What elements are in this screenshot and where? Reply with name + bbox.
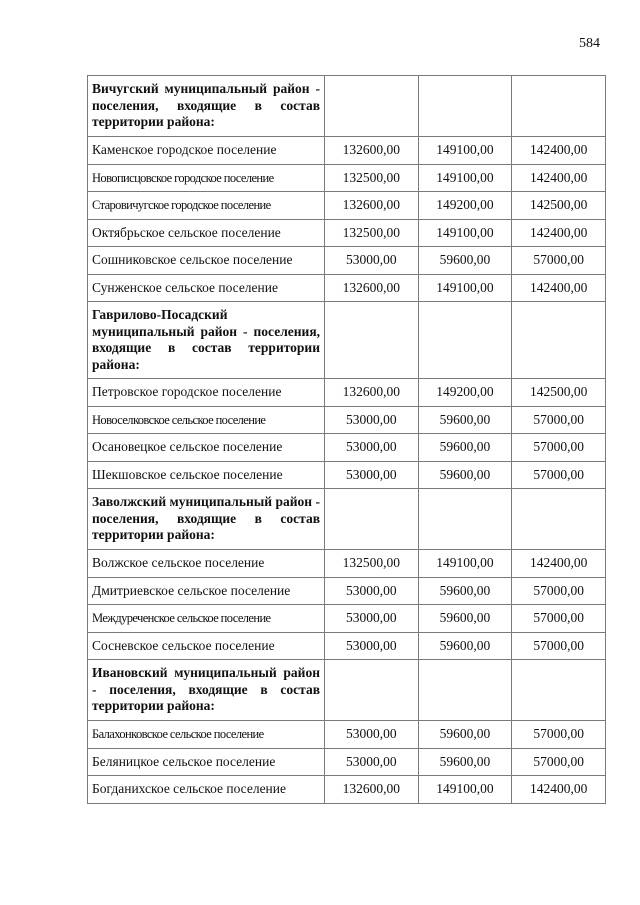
amount-cell-3: 57000,00	[512, 605, 606, 633]
settlement-row	[88, 632, 606, 660]
amount-cell-1: 132500,00	[325, 164, 419, 192]
amount-cell-2	[418, 660, 512, 721]
page-number: 584	[579, 36, 600, 51]
settlement-row	[88, 434, 606, 462]
settlement-row	[88, 192, 606, 220]
district-heading: Гаврилово-Посадский муниципальный район - поселения, входящие в состав территории района:	[88, 302, 325, 379]
district-group-row	[88, 76, 606, 137]
amount-cell-2: 149100,00	[418, 164, 512, 192]
settlement-name: Сошниковское сельское поселение	[88, 247, 325, 275]
amount-cell-2: 149100,00	[418, 219, 512, 247]
amount-cell-2: 59600,00	[418, 721, 512, 749]
amount-cell-1: 132600,00	[325, 776, 419, 804]
amount-cell-2: 149100,00	[418, 550, 512, 578]
amount-cell-2: 149100,00	[418, 137, 512, 165]
settlement-row	[88, 550, 606, 578]
amount-cell-1: 132600,00	[325, 274, 419, 302]
settlement-row	[88, 721, 606, 749]
district-heading: Вичугский муниципальный район - поселения, входящие в состав территории района:	[88, 76, 325, 137]
amount-cell-2: 149100,00	[418, 274, 512, 302]
amount-cell-1: 53000,00	[325, 461, 419, 489]
amount-cell-2	[418, 489, 512, 550]
amount-cell-3: 142400,00	[512, 164, 606, 192]
amount-cell-3: 142400,00	[512, 137, 606, 165]
district-group-row	[88, 302, 606, 379]
settlement-name: Шекшовское сельское поселение	[88, 461, 325, 489]
settlement-name: Беляницкое сельское поселение	[88, 748, 325, 776]
amount-cell-1	[325, 660, 419, 721]
amount-cell-1: 53000,00	[325, 748, 419, 776]
settlement-row	[88, 274, 606, 302]
amount-cell-2: 59600,00	[418, 748, 512, 776]
amount-cell-1	[325, 76, 419, 137]
amount-cell-3: 142400,00	[512, 274, 606, 302]
amount-cell-3: 57000,00	[512, 406, 606, 434]
settlement-name: Дмитриевское сельское поселение	[88, 577, 325, 605]
settlement-name: Богданихское сельское поселение	[88, 776, 325, 804]
settlement-name: Каменское городское поселение	[88, 137, 325, 165]
amount-cell-1: 53000,00	[325, 721, 419, 749]
amount-cell-3: 142400,00	[512, 219, 606, 247]
settlement-row	[88, 406, 606, 434]
amount-cell-3: 57000,00	[512, 247, 606, 275]
amount-cell-2: 59600,00	[418, 434, 512, 462]
amount-cell-1: 132600,00	[325, 379, 419, 407]
amount-cell-1: 53000,00	[325, 632, 419, 660]
amount-cell-2: 149200,00	[418, 379, 512, 407]
settlement-row	[88, 577, 606, 605]
settlement-name: Октябрьское сельское поселение	[88, 219, 325, 247]
settlement-row	[88, 461, 606, 489]
settlement-name: Новописцовское городское поселение	[88, 164, 325, 192]
settlement-row	[88, 164, 606, 192]
settlement-row	[88, 776, 606, 804]
settlement-row	[88, 137, 606, 165]
amount-cell-3	[512, 76, 606, 137]
settlement-row	[88, 247, 606, 275]
amount-cell-2: 59600,00	[418, 247, 512, 275]
amount-cell-1: 53000,00	[325, 434, 419, 462]
settlement-name: Междуреченское сельское поселение	[88, 605, 325, 633]
settlement-name: Петровское городское поселение	[88, 379, 325, 407]
amount-cell-3: 57000,00	[512, 434, 606, 462]
amount-cell-1: 53000,00	[325, 247, 419, 275]
amount-cell-3: 57000,00	[512, 632, 606, 660]
amount-cell-2	[418, 302, 512, 379]
amount-cell-2: 149200,00	[418, 192, 512, 220]
amount-cell-1: 53000,00	[325, 406, 419, 434]
amount-cell-2: 59600,00	[418, 577, 512, 605]
settlement-name: Осановецкое сельское поселение	[88, 434, 325, 462]
amount-cell-3: 142500,00	[512, 192, 606, 220]
district-group-row	[88, 489, 606, 550]
settlements-table	[87, 75, 606, 804]
settlement-name: Старовичугское городское поселение	[88, 192, 325, 220]
amount-cell-2: 59600,00	[418, 605, 512, 633]
amount-cell-3: 142400,00	[512, 550, 606, 578]
district-heading: Заволжский муниципальный район - поселения, входящие в состав территории района:	[88, 489, 325, 550]
amount-cell-3: 142400,00	[512, 776, 606, 804]
settlement-row	[88, 605, 606, 633]
amount-cell-3: 57000,00	[512, 577, 606, 605]
amount-cell-2: 59600,00	[418, 461, 512, 489]
amount-cell-3	[512, 489, 606, 550]
settlement-name: Сосневское сельское поселение	[88, 632, 325, 660]
settlement-row	[88, 219, 606, 247]
amount-cell-1	[325, 489, 419, 550]
amount-cell-1: 132600,00	[325, 192, 419, 220]
settlement-name: Сунженское сельское поселение	[88, 274, 325, 302]
amount-cell-1: 132600,00	[325, 137, 419, 165]
amount-cell-2: 149100,00	[418, 776, 512, 804]
settlement-row	[88, 748, 606, 776]
amount-cell-1: 53000,00	[325, 605, 419, 633]
settlement-name: Новоселковское сельское поселение	[88, 406, 325, 434]
amount-cell-2	[418, 76, 512, 137]
amount-cell-3: 142500,00	[512, 379, 606, 407]
amount-cell-1: 132500,00	[325, 219, 419, 247]
amount-cell-1: 132500,00	[325, 550, 419, 578]
amount-cell-1: 53000,00	[325, 577, 419, 605]
amount-cell-2: 59600,00	[418, 632, 512, 660]
amount-cell-3: 57000,00	[512, 461, 606, 489]
amount-cell-3	[512, 302, 606, 379]
settlement-row	[88, 379, 606, 407]
settlements-table-body	[88, 76, 606, 804]
district-group-row	[88, 660, 606, 721]
amount-cell-3: 57000,00	[512, 748, 606, 776]
amount-cell-3	[512, 660, 606, 721]
amount-cell-1	[325, 302, 419, 379]
settlement-name: Балахонковское сельское поселение	[88, 721, 325, 749]
amount-cell-2: 59600,00	[418, 406, 512, 434]
amount-cell-3: 57000,00	[512, 721, 606, 749]
settlement-name: Волжское сельское поселение	[88, 550, 325, 578]
district-heading: Ивановский муниципальный район - поселения, входящие в состав территории района:	[88, 660, 325, 721]
